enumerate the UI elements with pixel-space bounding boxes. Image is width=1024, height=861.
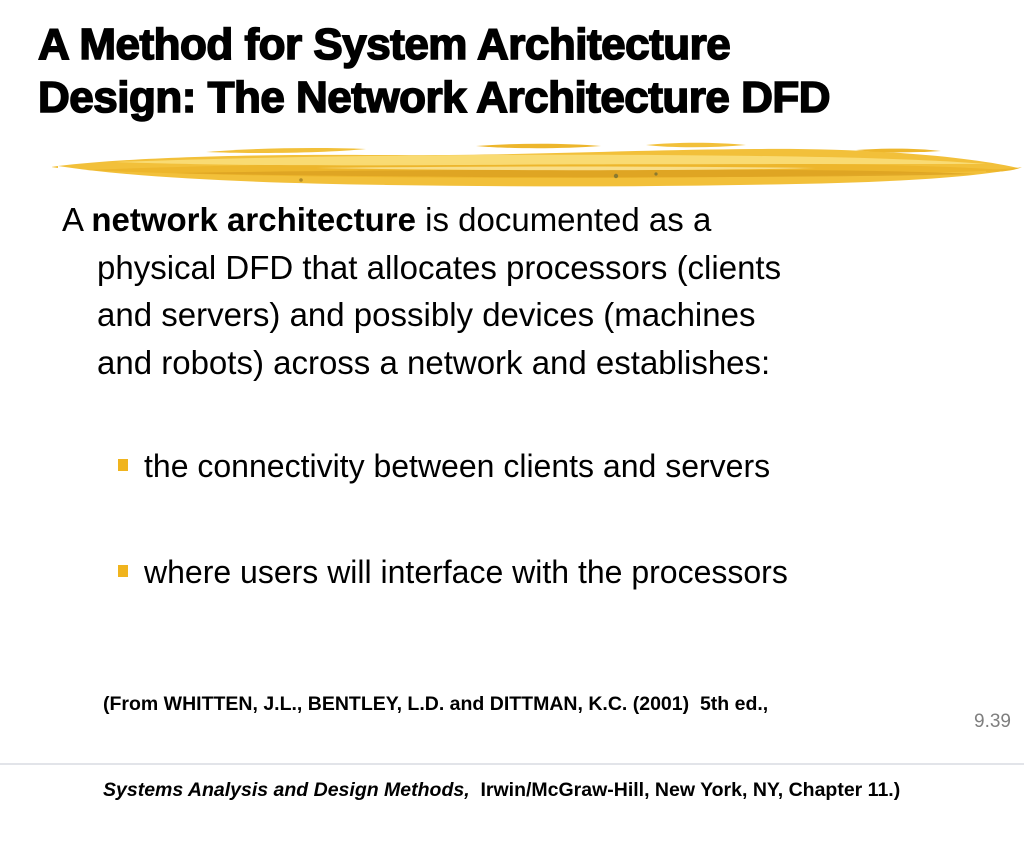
bullet-square-icon bbox=[118, 565, 128, 577]
bullet-item-2 bbox=[118, 553, 788, 591]
bullet-1-label: the connectivity between clients and servers bbox=[144, 448, 771, 484]
slide-title-line1: A Method for System Architecture bbox=[38, 20, 731, 69]
citation-line2-rest: Irwin/McGraw-Hill, New York, NY, Chapter 11.) bbox=[469, 778, 901, 801]
body-line-2: physical DFD that allocates processors (clients bbox=[97, 248, 782, 286]
citation-book-title: Systems Analysis and Design Methods, bbox=[103, 778, 470, 801]
body-line-4: and robots) across a network and establishes: bbox=[97, 343, 771, 381]
bullet-2-label: where users will interface with the processors bbox=[144, 554, 788, 590]
body-paragraph bbox=[62, 196, 982, 386]
body-line1-prefix: A bbox=[62, 201, 92, 238]
body-line-3: and servers) and possibly devices (machines bbox=[97, 296, 756, 333]
body-line1-suffix: is documented as a bbox=[415, 201, 712, 238]
citation-line-2 bbox=[103, 776, 1003, 805]
slide-title bbox=[38, 18, 1018, 124]
citation bbox=[103, 633, 1003, 861]
slide-title-line2: Design: The Network Architecture DFD bbox=[38, 73, 831, 122]
citation-line-1: (From WHITTEN, J.L., BENTLEY, L.D. and DITTMAN, K.C. (2001) 5th ed., bbox=[103, 693, 769, 715]
bullet-item-1 bbox=[118, 447, 770, 485]
body-line1-bold-term: network architecture bbox=[91, 201, 416, 238]
page-number: 9.39 bbox=[974, 711, 1011, 732]
body-line-1 bbox=[62, 196, 982, 244]
brush-stroke-decoration bbox=[56, 140, 1022, 198]
bullet-square-icon bbox=[118, 459, 128, 471]
bottom-divider-line bbox=[0, 763, 1024, 765]
